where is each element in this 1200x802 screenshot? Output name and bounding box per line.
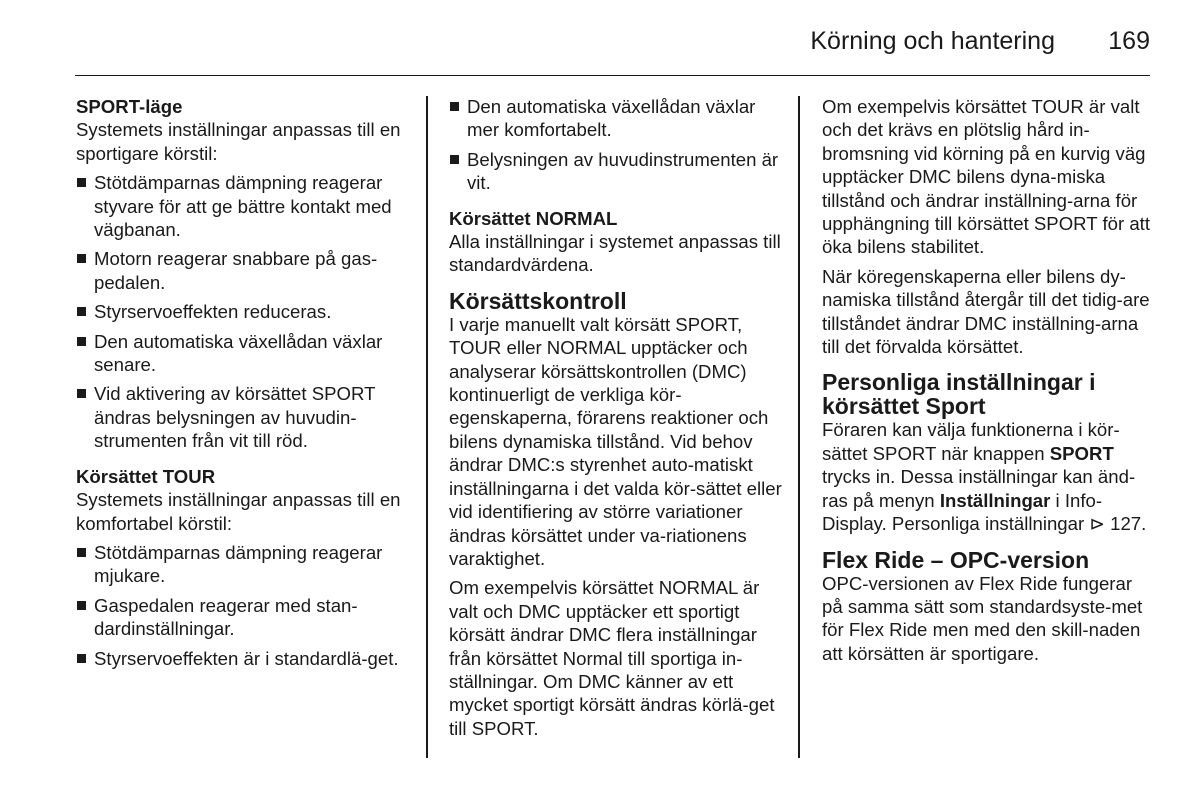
bullet-icon xyxy=(77,337,86,346)
personal-text: Föraren kan välja funktionerna i kör-sättet SPORT när knappen SPORT trycks in. Dessa inställningar kan änd-ras på menyn Inställningar i Info-Display. Personliga inställningar ⊳ 127. xyxy=(822,419,1147,535)
page-number: 169 xyxy=(1108,27,1150,55)
opc-heading: Flex Ride – OPC-version xyxy=(822,546,1090,573)
column-1 xyxy=(76,95,411,676)
personal-heading: Personliga inställningar i körsättet Sport xyxy=(822,369,1096,420)
column-3 xyxy=(822,95,1152,665)
bullet-icon xyxy=(77,601,86,610)
chapter-title: Körning och hantering xyxy=(810,27,1055,55)
tour-heading: Körsättet TOUR xyxy=(76,465,216,487)
list-item: Den automatiska växellådan växlar senare. xyxy=(76,330,411,377)
column-2 xyxy=(449,95,784,740)
list-item: Vid aktivering av körsättet SPORT ändras belysningen av huvudin-strumenten från vit till röd. xyxy=(76,382,411,452)
control-heading: Körsättskontroll xyxy=(449,287,627,314)
bullet-icon xyxy=(77,654,86,663)
column-divider-1 xyxy=(426,96,428,758)
settings-menu-label: Inställningar xyxy=(939,489,1051,511)
tour-intro: Systemets inställningar anpassas till en komfortabel körstil: xyxy=(76,489,401,534)
list-item: Stötdämparnas dämpning reagerar mjukare. xyxy=(76,541,411,588)
sport-heading: SPORT-läge xyxy=(76,96,183,117)
bullet-icon xyxy=(77,389,86,398)
bullet-icon xyxy=(450,155,459,164)
list-item: Gaspedalen reagerar med stan-dardinställningar. xyxy=(76,594,411,641)
sport-key-label: SPORT xyxy=(1049,442,1114,464)
page-reference-icon: ⊳ xyxy=(1089,513,1105,535)
opc-text: OPC-versionen av Flex Ride fungerar på samma sätt som standardsyste-met för Flex Ride men med den skill-naden att körsätten är sportigare. xyxy=(822,572,1143,664)
dmc-paragraph-2: När köregenskaperna eller bilens dy-namiska tillstånd återgår till det tidig-are tillståndet ändrar DMC inställning-arna till det förvalda körsättet. xyxy=(822,265,1150,358)
control-paragraph-1: I varje manuellt valt körsätt SPORT, TOUR eller NORMAL upptäcker och analyserar körsättskontrollen (DMC) kontinuerligt de verkliga kör-egenskaperna, förarens reaktioner och bilens dynamiska tillstånd. Vid behov ändrar DMC:s styrenhet auto-matiskt inställningarna i det valda kör-sättet eller vid identifiering av större variationer ändras körsättet under va-riationens varaktighet. xyxy=(449,313,782,569)
page-header xyxy=(75,24,1150,76)
list-item: Belysningen av huvudinstrumenten är vit. xyxy=(449,148,784,195)
normal-heading: Körsättet NORMAL xyxy=(449,207,618,229)
bullet-icon xyxy=(450,102,459,111)
normal-text: Alla inställningar i systemet anpassas till standardvärdena. xyxy=(449,231,781,276)
list-item: Motorn reagerar snabbare på gas-pedalen. xyxy=(76,247,411,294)
list-item: Styrservoeffekten är i standardlä-get. xyxy=(76,647,411,670)
sport-intro: Systemets inställningar anpassas till en sportigare körstil: xyxy=(76,119,401,164)
bullet-icon xyxy=(77,178,86,187)
column-divider-2 xyxy=(798,96,800,758)
dmc-paragraph-1: Om exempelvis körsättet TOUR är valt och det krävs en plötslig hård in-bromsning vid körning på en kurvig väg upptäcker DMC bilens dyna-miska tillstånd och ändrar inställning-arna för upphängning till körsättet SPORT för att öka bilens stabilitet. xyxy=(822,96,1150,258)
control-paragraph-2: Om exempelvis körsättet NORMAL är valt och DMC upptäcker ett sportigt körsätt ändrar DMC flera inställningar från körsättet Normal till sportiga in-ställningar. Om DMC känner av ett mycket sportigt körsätt ändras körlä-get till SPORT. xyxy=(449,577,775,739)
list-item: Stötdämparnas dämpning reagerar styvare för att ge bättre kontakt med vägbanan. xyxy=(76,171,411,241)
bullet-icon xyxy=(77,307,86,316)
bullet-icon xyxy=(77,548,86,557)
bullet-icon xyxy=(77,254,86,263)
tour-list xyxy=(76,541,411,670)
tour-list-cont xyxy=(449,95,784,195)
list-item: Styrservoeffekten reduceras. xyxy=(76,300,411,323)
page-reference: 127. xyxy=(1104,513,1147,535)
list-item: Den automatiska växellådan växlar mer komfortabelt. xyxy=(449,95,784,142)
sport-list xyxy=(76,171,411,452)
